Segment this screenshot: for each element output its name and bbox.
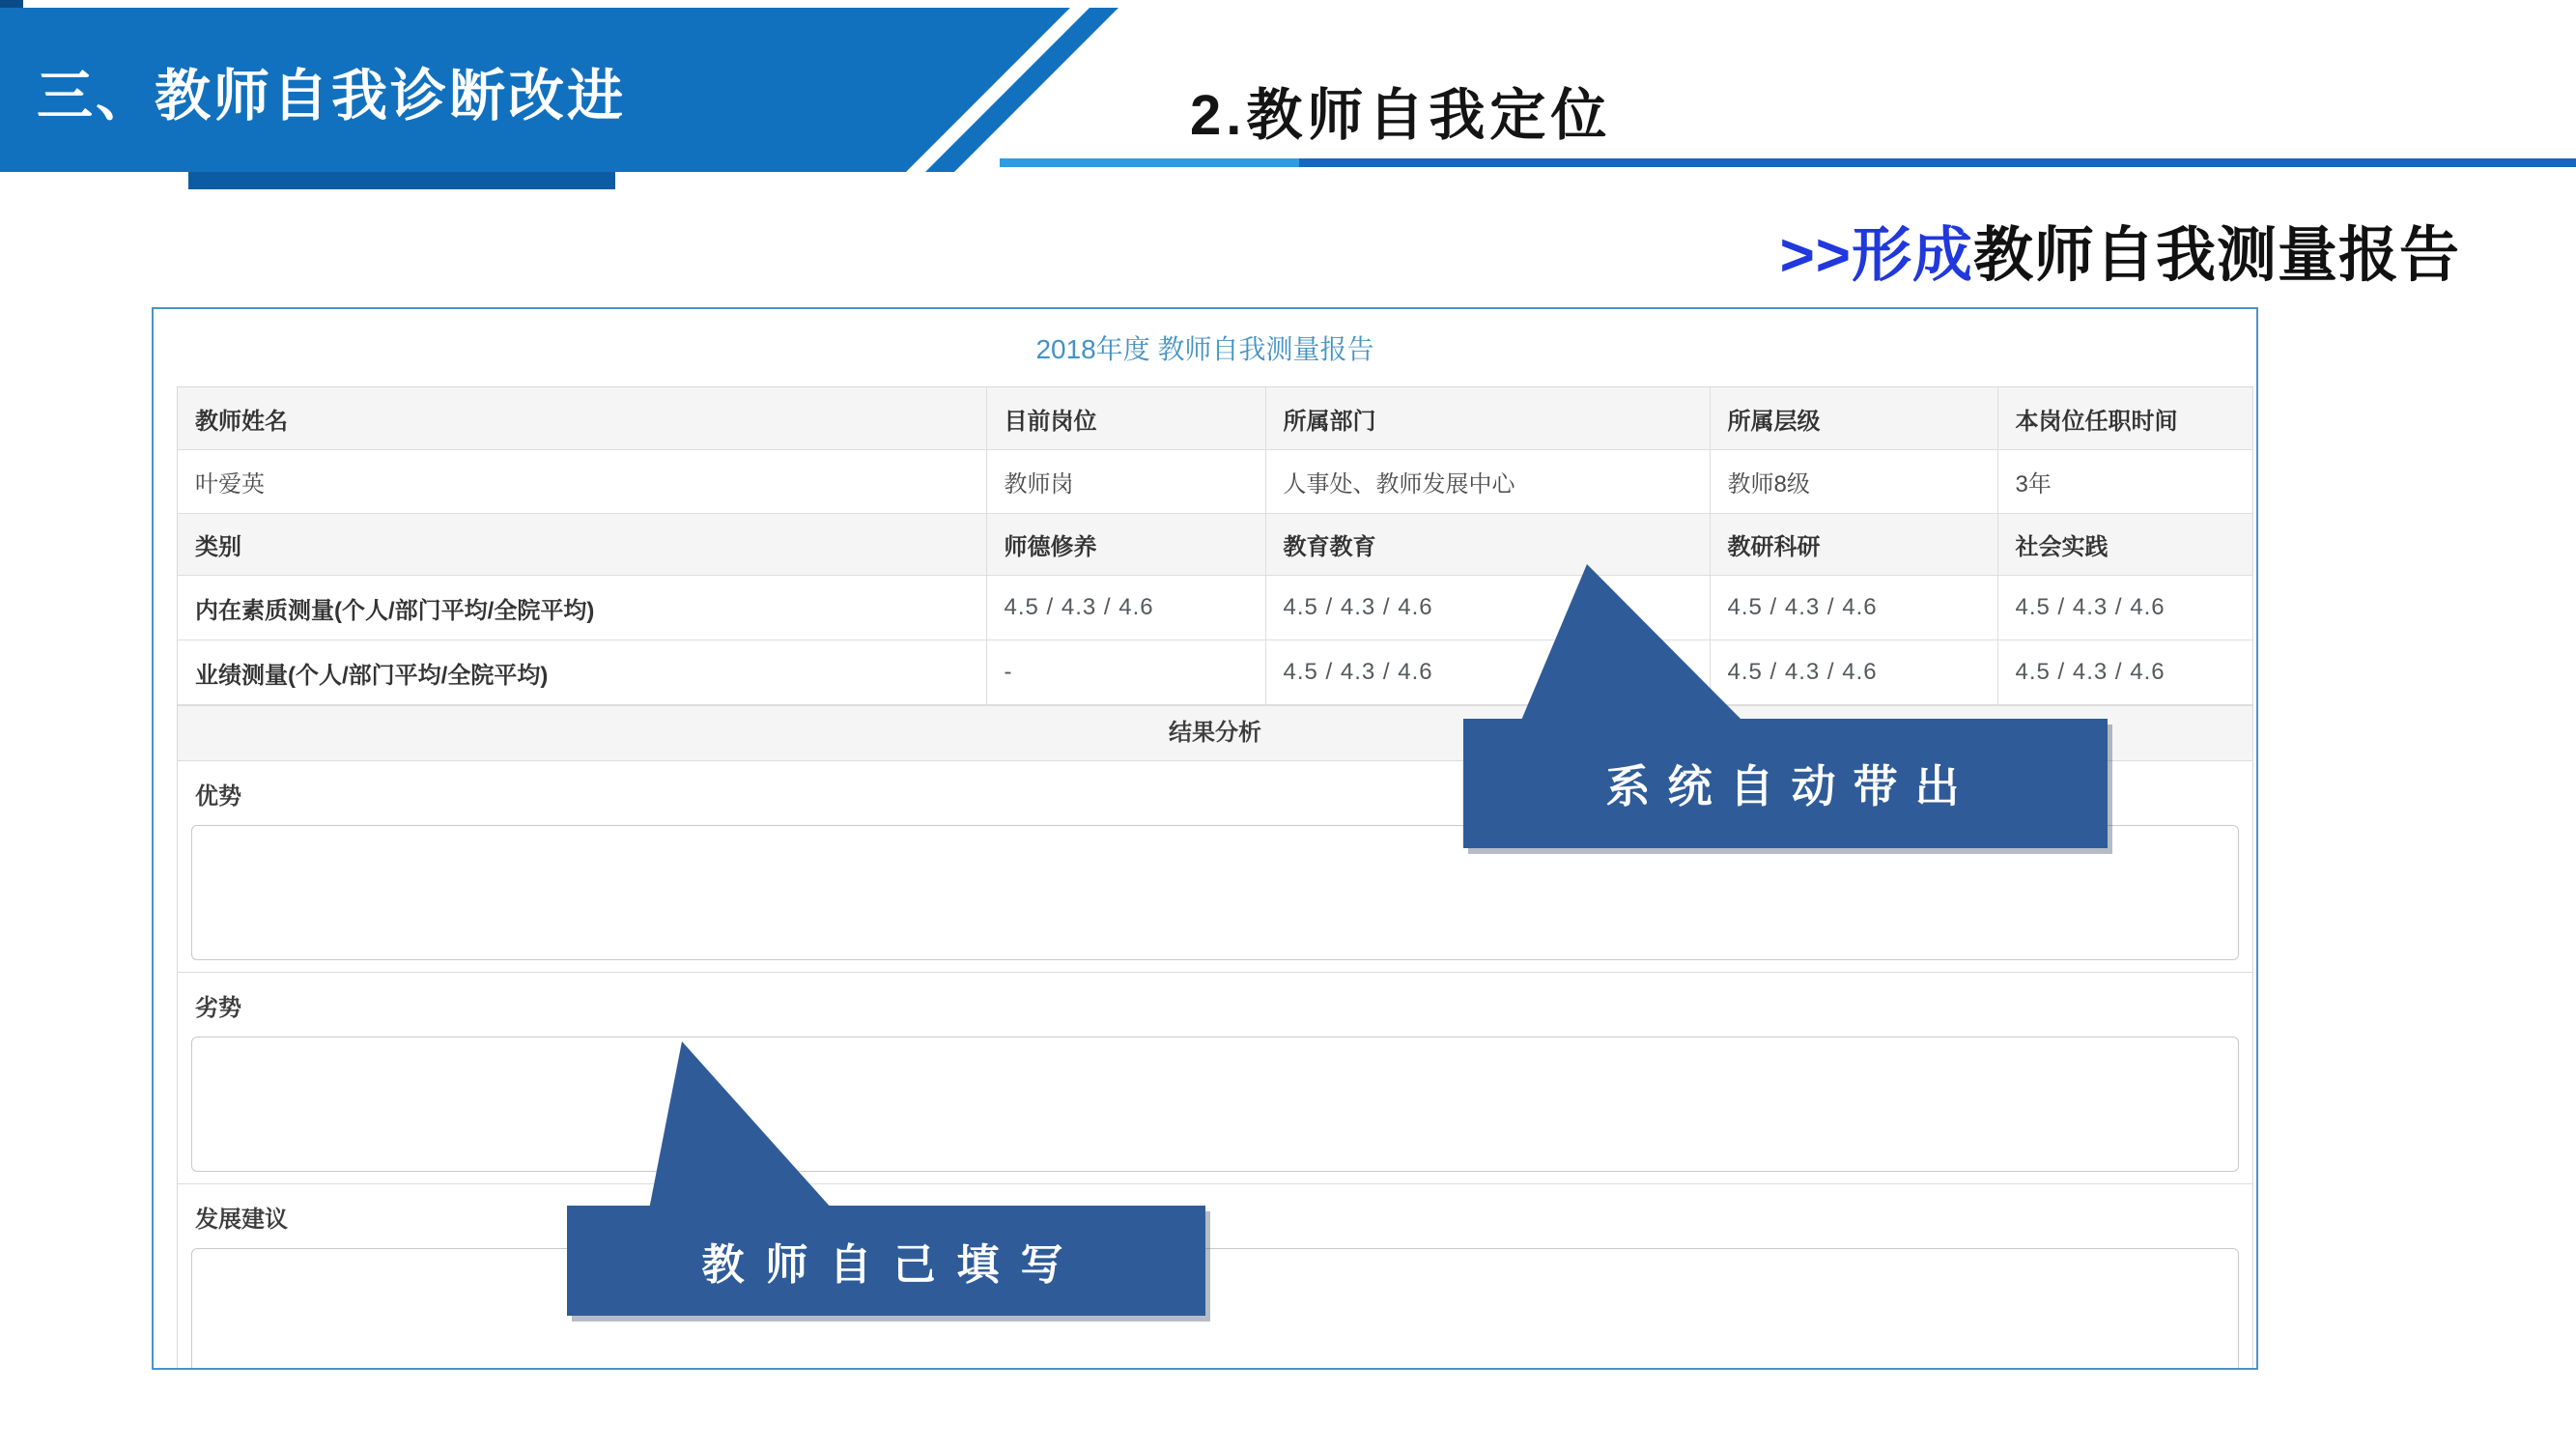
col-header-category: 类别 <box>178 514 986 576</box>
col-header-practice: 社会实践 <box>1997 514 2252 576</box>
score-row-intrinsic <box>178 576 2252 640</box>
section-heading: 2.教师自我定位 <box>1190 84 1612 147</box>
col-header-tenure: 本岗位任职时间 <box>1997 387 2252 450</box>
score-cell: 4.5 / 4.3 / 4.6 <box>1265 576 1710 640</box>
current-post-value: 教师岗 <box>986 450 1265 514</box>
field-suggestions <box>178 1184 2252 1370</box>
callout-manual: 教师自己填写 <box>567 1206 1205 1316</box>
score-cell: 4.5 / 4.3 / 4.6 <box>1997 640 2252 705</box>
subtitle <box>1780 207 2460 293</box>
field-weaknesses <box>178 973 2252 1184</box>
score-row-label: 业绩测量(个人/部门平均/全院平均) <box>178 640 986 705</box>
weaknesses-textarea[interactable] <box>191 1037 2239 1172</box>
col-header-education: 教育教育 <box>1265 514 1710 576</box>
strengths-label: 优势 <box>195 783 241 810</box>
analysis-section-title: 结果分析 <box>178 705 2252 761</box>
tenure-value: 3年 <box>1997 450 2252 514</box>
weaknesses-label: 劣势 <box>195 995 241 1021</box>
col-header-ethics: 师德修养 <box>986 514 1265 576</box>
callout-auto: 系统自动带出 <box>1463 719 2108 848</box>
subtitle-highlight: >>形成 <box>1779 222 1973 289</box>
suggestions-label: 发展建议 <box>195 1207 288 1233</box>
col-header-level: 所属层级 <box>1710 387 1997 450</box>
department-value: 人事处、教师发展中心 <box>1265 450 1710 514</box>
banner-accent-strip <box>188 170 615 189</box>
score-cell: 4.5 / 4.3 / 4.6 <box>986 576 1265 640</box>
info-value-row <box>178 450 2252 514</box>
teacher-name-value: 叶爱英 <box>178 450 986 514</box>
level-value: 教师8级 <box>1710 450 1997 514</box>
category-header-row <box>178 514 2252 576</box>
heading-underline-light <box>1000 158 1299 167</box>
score-cell: 4.5 / 4.3 / 4.6 <box>1265 640 1710 705</box>
report-table-wrap <box>177 386 2253 1370</box>
col-header-current-post: 目前岗位 <box>986 387 1265 450</box>
report-title: 2018年度 教师自我测量报告 <box>1035 334 1374 364</box>
report-table <box>178 387 2252 705</box>
score-cell: 4.5 / 4.3 / 4.6 <box>1710 576 1997 640</box>
info-header-row <box>178 387 2252 450</box>
score-cell: 4.5 / 4.3 / 4.6 <box>1710 640 1997 705</box>
col-header-department: 所属部门 <box>1265 387 1710 450</box>
heading-underline-dark <box>1299 158 2576 167</box>
score-cell: 4.5 / 4.3 / 4.6 <box>1997 576 2252 640</box>
score-cell: - <box>986 640 1265 705</box>
banner-title: 三、教师自我诊断改进 <box>37 65 627 128</box>
col-header-research: 教研科研 <box>1710 514 1997 576</box>
subtitle-rest: 教师自我测量报告 <box>1972 222 2460 289</box>
suggestions-textarea[interactable] <box>191 1248 2239 1370</box>
score-row-label: 内在素质测量(个人/部门平均/全院平均) <box>178 576 986 640</box>
score-row-performance <box>178 640 2252 705</box>
col-header-teacher-name: 教师姓名 <box>178 387 986 450</box>
